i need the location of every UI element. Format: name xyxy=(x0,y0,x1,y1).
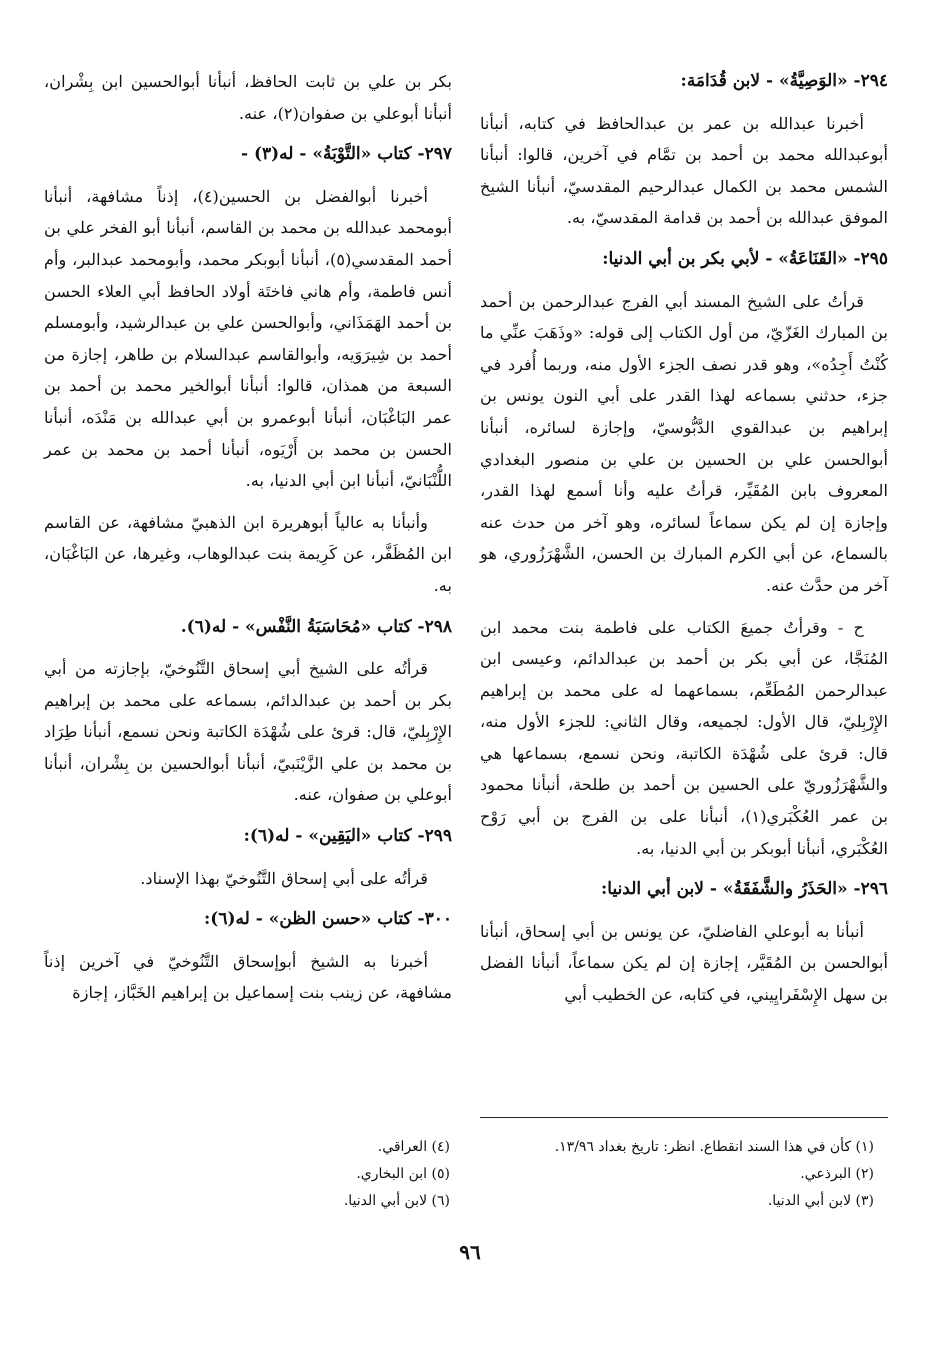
page-number: ٩٦ xyxy=(459,1240,481,1264)
paragraph-300: أخبرنا به الشيخ أبوإسحاق التَّنُوخيّ في آخرين إذناً مشافهة، عن زينب بنت إسماعيل بن إبراهيم الخَبَّاز، إجازة xyxy=(44,951,452,1003)
right-column xyxy=(480,66,888,1021)
section-heading-296: ٢٩٦- «الحَذَرُ والشَّفَقَةُ» - لابن أبي الدنيا: xyxy=(600,879,888,900)
footnote-3: (٣) لابن أبي الدنيا. xyxy=(767,1193,874,1209)
section-heading-298: ٢٩٨- كتاب «مُحَاسَبَةُ النَّفْس» - له(٦). xyxy=(180,616,452,637)
footnote-5: (٥) ابن البخاري. xyxy=(356,1166,450,1182)
footnotes-right xyxy=(474,1134,874,1215)
paragraph-299: قرأتُه على أبي إسحاق التَّنُوخيّ بهذا الإسناد. xyxy=(140,868,428,888)
footnote-6: (٦) لابن أبي الدنيا. xyxy=(343,1193,450,1209)
footnotes-left xyxy=(230,1134,450,1215)
section-heading-297: ٢٩٧- كتاب «التَّوْبَةُ» - له(٣) - xyxy=(240,144,452,165)
section-heading-299: ٢٩٩- كتاب «اليَقِين» - له(٦): xyxy=(243,826,452,847)
section-heading-294: ٢٩٤- «الوَصِيَّةُ» - لابن قُدَامَة: xyxy=(680,71,888,91)
paragraph-298: قرأتُه على الشيخ أبي إسحاق التَّنُوخيّ، بإجازته من أبي بكر بن أحمد بن عبدالدائم، بسماعه على محمد بن إبراهيم الإِرْبِليّ، قال: قرئ على شُهْدَة الكاتبة ونحن نسمع، أنبأنا طِرَاد بن محمد بن علي الزَّيْنَبيّ، أنبأنا أبوالحسين بن بِشْران، أنبأنا أبوعلي بن صفوان، عنه. xyxy=(44,659,452,805)
paragraph-294: أخبرنا عبدالله بن عمر بن عبدالحافظ في كتابه، أنبأنا أبوعبدالله محمد بن أحمد بن تمَّام في آخرين، قالوا: أنبأنا الشمس محمد بن الكمال عبدالرحيم المقدسيّ، أنبأنا الشيخ الموفق عبدالله بن أحمد بن قدامة المقدسيّ، به. xyxy=(480,113,888,228)
paragraph-295-a: قرأتُ على الشيخ المسند أبي الفرج عبدالرحمن بن أحمد بن المبارك الغَزّيّ، من أول الكتاب إلى قوله: «وذَهَبَ عنِّي ما كُنْتُ أَجِدُه»، وهو قدر نصف الجزء الأول منه، وربما أُفرد في جزء، حدثني بسماعه لهذا القدر على أبي النون يونس بن إبراهيم بن عبدالقوي الدَّبُّوسيّ، وإجازة لسائره، أنبأنا أبوالحسن علي بن الحسين بن علي بن منصور البغدادي المعروف بابن المُقَيِّر، قرأتُ عليه وأنا أسمع لهذا القدر، وإجازة إن لم يكن سماعاً لسائره، وهو آخر من حدث عنه بالسماع، عن أبي الكرم المبارك بن الحسن، الشَّهْرَزُوري، هو آخر من حدَّث عنه. xyxy=(480,291,888,595)
footnote-2: (٢) البرذعي. xyxy=(800,1166,874,1182)
paragraph-297-b: وأنبأنا به عالياً أبوهريرة ابن الذهبيّ مشافهة، عن القاسم ابن المُظَفَّر، عن كَرِيمة بنت عبدالوهاب، وغيرها، عن البَاغْبَان، به. xyxy=(44,512,452,595)
section-heading-300: ٣٠٠- كتاب «حسن الظن» - له(٦): xyxy=(204,909,452,930)
paragraph-296: أنبأنا به أبوعلي الفاضليّ، عن يونس بن أبي إسحاق، أنبأنا أبوالحسن بن المُقَيَّر، إجازة إن لم يكن سماعاً، أنبأنا الفضل بن سهل الإِسْفَرايِيني، في كتابه، عن الخطيب أبي xyxy=(480,921,888,1005)
footnote-4: (٤) العراقي. xyxy=(377,1139,450,1155)
paragraph-297-a: أخبرنا أبوالفضل بن الحسين(٤)، إذناً مشافهة، أنبأنا أبومحمد عبدالله بن محمد بن القاسم، أنبأنا أبو الفخر علي بن أحمد المقدسي(٥)، أنبأنا أبوبكر محمد، وأبومحمد عبدالبر، وأم أنس فاطمة، وأم هاني فاختَة أولاد الحافظ أبي العلاء الحسن بن أحمد الهَمَذَاني، وأبوالحسن علي بن عبدالرشيد، وأبومسلم أحمد بن شِيرَوَيه، وأبوالقاسم عبدالسلام بن طاهر، إجازة من السبعة من همذان، قالوا: أنبأنا أبوالخير محمد بن أحمد بن عمر البَاغْبَان، أنبأنا أبوعمرو بن أبي عبدالله بن مَنْدَه، أنبأنا الحسن بن محمد بن أَرْيَوه، أنبأنا أحمد بن محمد بن عمر اللُّنْبَانيّ، أنبأنا ابن أبي الدنيا، به. xyxy=(44,186,452,491)
footnote-divider xyxy=(480,1117,888,1118)
paragraph-295-b: ح - وقرأتُ جميعَ الكتاب على فاطمة بنت محمد ابن المُنَجَّا، عن أبي بكر بن أحمد بن عبدالدائم، وعيسى ابن عبدالرحمن المُطَعِّم، بسماعهما له على محمد بن إبراهيم الإِرْبِليّ، قال الأول: لجميعه، وقال الثاني: للجزء الأول منه، قال: قرئ على شُهْدَة الكاتبة، ونحن نسمع، بسماعها هي والشَّهْرَزُوريّ على الحسين بن أحمد بن طلحة، أنبأنا محمود بن عمر العُكْبَري(١)، أنبأنا على بن الفرج بن أبي رَوْح العُكْبَري، أنبأنا أبوبكر بن أبي الدنيا، به. xyxy=(480,617,888,858)
paragraph-296-continued: بكر بن علي بن ثابت الحافظ، أنبأنا أبوالحسين ابن بِشْران، أنبأنا أبوعلي بن صفوان(٢)، عنه. xyxy=(44,72,452,123)
footnote-1: (١) كأن في هذا السند انقطاع. انظر: تاريخ بغداد ١٣/٩٦. xyxy=(554,1139,874,1155)
left-column xyxy=(44,66,452,1019)
section-heading-295: ٢٩٥- «القَنَاعَةُ» - لأبي بكر بن أبي الدنيا: xyxy=(602,248,888,269)
